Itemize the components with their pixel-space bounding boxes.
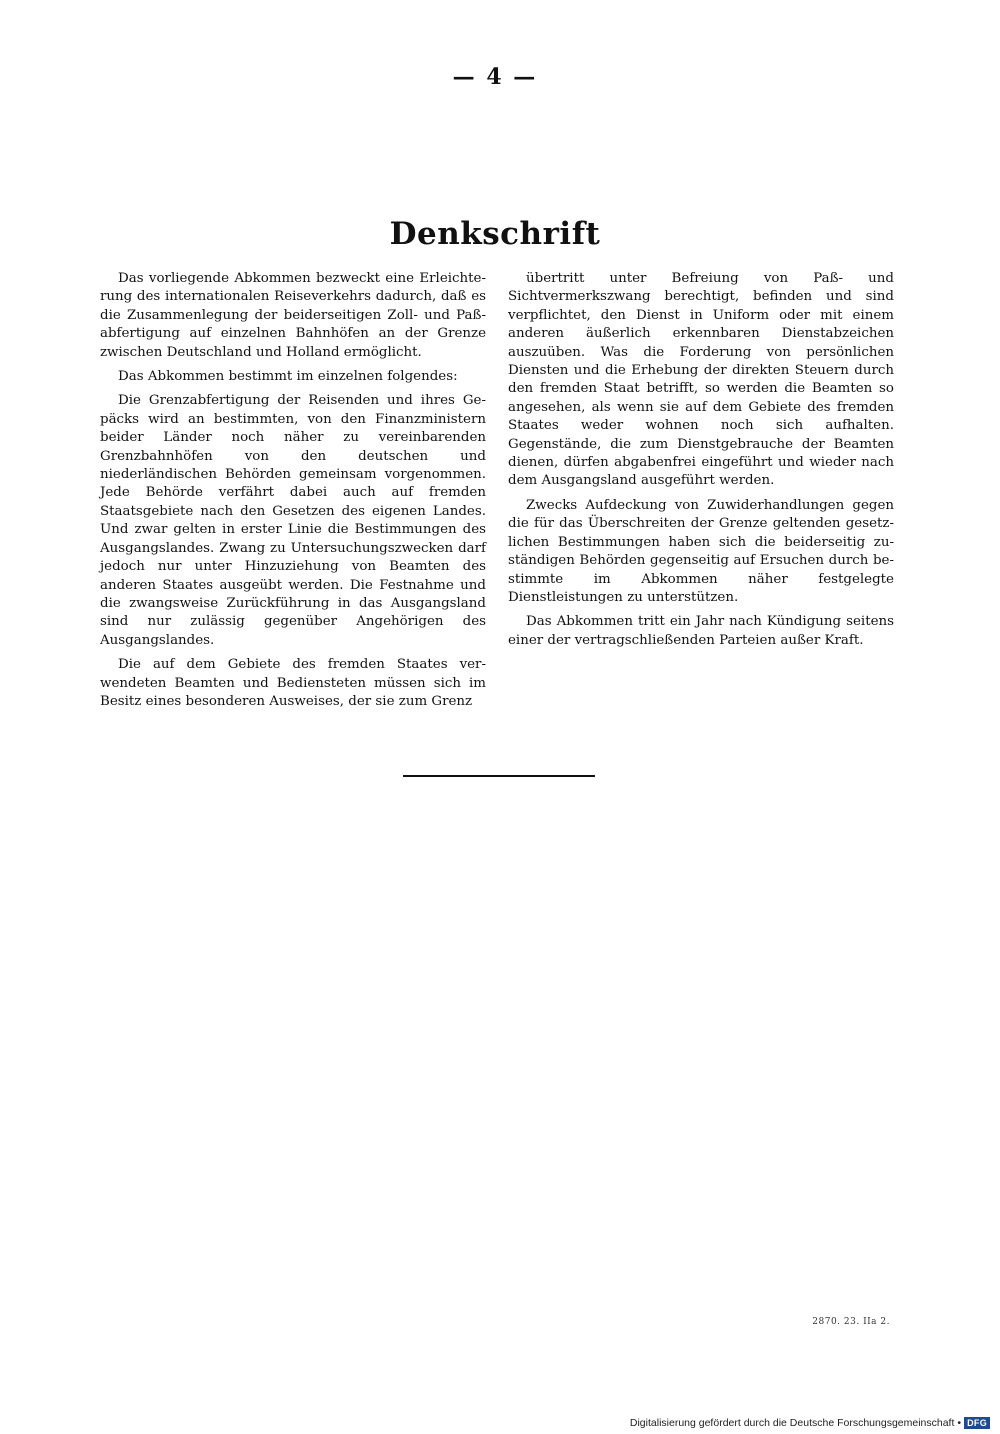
footer-separator: • [957,1417,962,1429]
page-number: — 4 — [452,64,538,90]
paragraph: Das Abkommen tritt ein Jahr nach Kündigung seitens einer der vertragschließenden Parteien außer Kraft. [508,614,894,648]
document-title: Denkschrift [389,216,601,252]
digitization-footer [630,1417,990,1429]
paragraph: Die Grenzabfertigung der Reisenden und ihres Gepäcks wird an bestimmten, von den Finanzministern beider Länder noch näher zu vereinbarenden Grenzbahnhöfen von den deutschen und niederländischen Behörden gemeinsam vorgenommen. Jede Behörde verfährt dabei auch auf fremden Staatsgebiete nach den Gesetzen des eigenen Landes. Und zwar gelten in erster Linie die Bestimmungen des Ausgangslandes. Zwang zu Untersuchungszwecken darf jedoch nur unter Hinzuziehung von Beamten des anderen Staates ausgeübt werden. Die Festnahme und die zwangsweise Zurückführung in das Ausgangsland sind nur zulässig gegenüber Angehörigen des Ausgangslandes. [100,393,486,648]
paragraph: Das Abkommen bestimmt im einzelnen folgendes: [118,369,458,385]
dfg-logo-icon: DFG [964,1417,990,1429]
print-mark: 2870. 23. IIa 2. [812,1317,890,1327]
paragraph: Das vorliegende Abkommen bezweckt eine Erleichterung des internationalen Reiseverkehrs dadurch, daß es die Zusammenlegung der beiderseitigen Zoll- und Paßabfertigung auf einzelnen Bahnhöfen an der Grenze zwischen Deutschland und Holland ermöglicht. [100,271,486,360]
paragraph: Zwecks Aufdeckung von Zuwiderhandlungen gegen die für das Überschreiten der Grenze geltenden gesetzlichen Bestimmungen haben sich die beiderseitig zuständigen Behörden gegenseitig auf Ersuchen durch bestimmte im Abkommen näher festgelegte Dienstleistungen zu unterstützen. [508,497,894,605]
digitization-note: Digitalisierung gefördert durch die Deutsche Forschungsgemeinschaft [629,1417,955,1429]
paragraph: Die auf dem Gebiete des fremden Staates verwendeten Beamten und Bediensteten müssen sich im Besitz eines besonderen Ausweises, der sie zum Grenz [100,657,486,709]
paragraph: übertritt unter Befreiung von Paß- und Sichtvermerkszwang berechtigt, befinden und sind verpflichtet, den Dienst in Uniform oder mit einem anderen äußerlich erkennbaren Dienstabzeichen auszuüben. Was die Forderung von persönlichen Diensten und die Erhebung der direkten Steuern durch den fremden Staat betrifft, so werden die Beamten so angesehen, als wenn sie auf dem Gebiete des fremden Staates weder wohnen noch sich aufhalten. Gegenstände, die zum Dienstgebrauche der Beamten dienen, dürfen abgabenfrei eingeführt und wieder nach dem Ausgangsland ausgeführt werden. [508,271,894,489]
left-column [100,270,486,717]
right-column [508,270,894,656]
end-rule [403,775,595,777]
